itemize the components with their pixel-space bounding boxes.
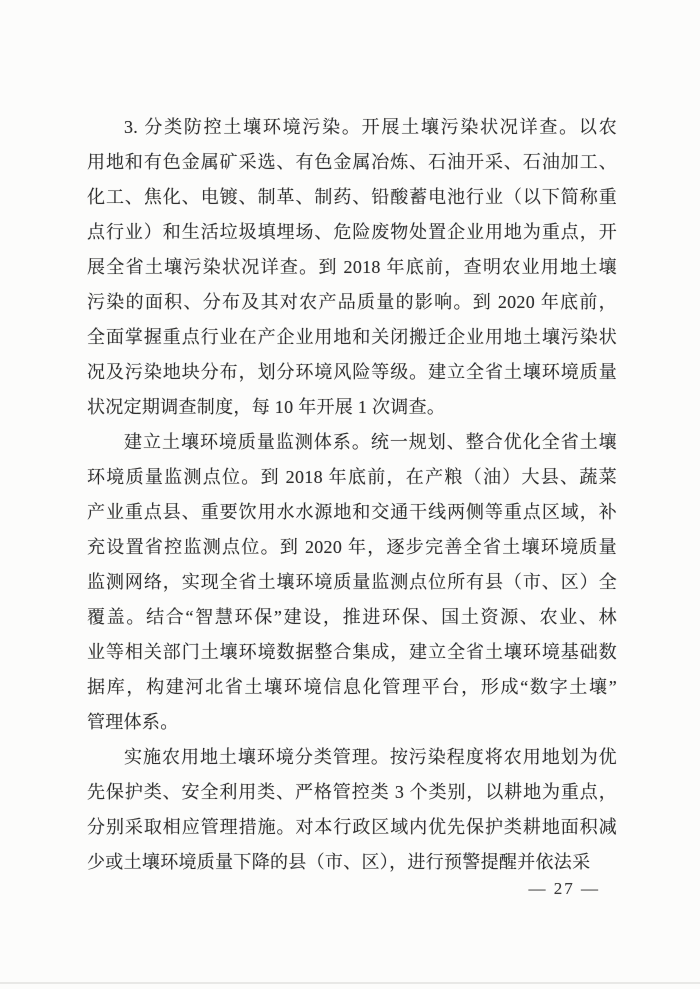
- text-line: 产业重点县、重要饮用水水源地和交通干线两侧等重点区域，补: [87, 502, 617, 522]
- text-line: 据库，构建河北省土壤环境信息化管理平台，形成“数字土壤”: [87, 677, 617, 697]
- text-line: 分别采取相应管理措施。对本行政区域内优先保护类耕地面积减: [87, 817, 617, 837]
- paragraph: [87, 740, 617, 880]
- text-line: 少或土壤环境质量下降的县（市、区），进行预警提醒并依法采: [87, 852, 591, 872]
- paragraph: [87, 425, 617, 740]
- text-line: 充设置省控监测点位。到 2020 年，逐步完善全省土壤环境质量: [87, 537, 617, 557]
- text-line: 状况定期调查制度，每 10 年开展 1 次调查。: [87, 397, 446, 417]
- text-line: 覆盖。结合“智慧环保”建设，推进环保、国土资源、农业、林: [87, 607, 617, 627]
- text-line: 点行业）和生活垃圾填埋场、危险废物处置企业用地为重点，开: [87, 222, 617, 242]
- text-line: 3. 分类防控土壤环境污染。开展土壤污染状况详查。以农: [124, 117, 617, 137]
- document-body: [87, 110, 617, 880]
- page-number: — 27 —: [528, 879, 600, 898]
- text-line: 污染的面积、分布及其对农产品质量的影响。到 2020 年底前，: [87, 292, 617, 312]
- text-line: 监测网络，实现全省土壤环境质量监测点位所有县（市、区）全: [87, 572, 617, 592]
- text-line: 况及污染地块分布，划分环境风险等级。建立全省土壤环境质量: [87, 362, 617, 382]
- paragraph: [87, 110, 617, 425]
- text-line: 建立土壤环境质量监测体系。统一规划、整合优化全省土壤: [124, 432, 617, 452]
- text-line: 展全省土壤污染状况详查。到 2018 年底前，查明农业用地土壤: [87, 257, 617, 277]
- scan-edge-line: [0, 982, 700, 984]
- text-line: 环境质量监测点位。到 2018 年底前，在产粮（油）大县、蔬菜: [87, 467, 617, 487]
- text-line: 先保护类、安全利用类、严格管控类 3 个类别，以耕地为重点，: [87, 782, 617, 802]
- text-line: 用地和有色金属矿采选、有色金属冶炼、石油开采、石油加工、: [87, 152, 617, 172]
- text-line: 全面掌握重点行业在产企业用地和关闭搬迁企业用地土壤污染状: [87, 327, 617, 347]
- text-line: 业等相关部门土壤环境数据整合集成，建立全省土壤环境基础数: [87, 642, 617, 662]
- text-line: 化工、焦化、电镀、制革、制药、铅酸蓄电池行业（以下简称重: [87, 187, 617, 207]
- text-line: 实施农用地土壤环境分类管理。按污染程度将农用地划为优: [124, 747, 617, 767]
- text-line: 管理体系。: [87, 712, 179, 732]
